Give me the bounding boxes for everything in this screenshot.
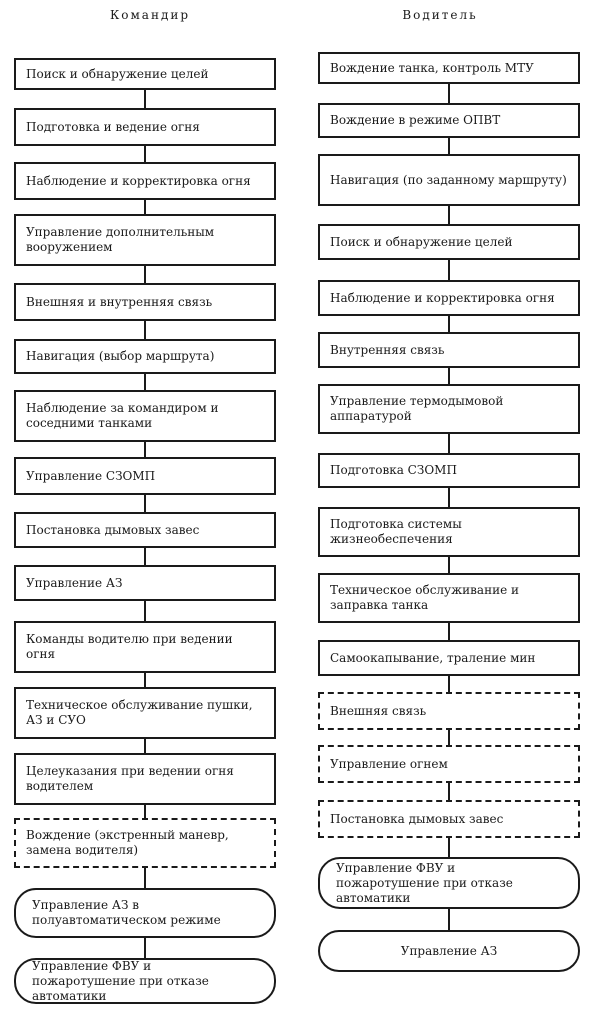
commander-task-label: Управление ФВУ и пожаротушение при отказе автоматики: [32, 958, 209, 1003]
driver-task-box: [318, 154, 580, 206]
driver-column-title: Водитель: [402, 8, 478, 22]
commander-task-label: Внешняя и внутренняя связь: [26, 294, 213, 309]
driver-connector: [448, 838, 450, 857]
driver-task-label: Техническое обслуживание и заправка танка: [330, 583, 519, 612]
commander-connector: [144, 321, 146, 339]
driver-connector: [448, 434, 450, 453]
commander-task-label: Управление АЗ: [26, 575, 123, 590]
commander-task-label: Навигация (выбор маршрута): [26, 349, 215, 363]
driver-task-box: [318, 332, 580, 368]
commander-task-label: Наблюдение за командиром и соседними танками: [26, 401, 219, 430]
commander-connector: [144, 938, 146, 958]
commander-task-label: Поиск и обнаружение целей: [26, 66, 209, 81]
commander-task-label: Команды водителю при ведении огня: [26, 632, 233, 661]
driver-task-label: Самоокапывание, траление мин: [330, 650, 536, 665]
driver-connector: [448, 368, 450, 384]
driver-task-box: [318, 930, 580, 972]
commander-task-label: Управление СЗОМП: [26, 468, 156, 483]
driver-task-box: [318, 103, 580, 138]
driver-task-label: Поиск и обнаружение целей: [330, 234, 513, 249]
driver-task-box: [318, 384, 580, 434]
driver-connector: [448, 316, 450, 332]
commander-task-box: [14, 162, 276, 200]
commander-connector: [144, 673, 146, 687]
driver-connector: [448, 676, 450, 692]
commander-task-label: Постановка дымовых завес: [26, 522, 200, 537]
commander-task-box: [14, 457, 276, 495]
commander-task-box: [14, 818, 276, 868]
driver-task-box: [318, 745, 580, 783]
driver-task-box: [318, 52, 580, 84]
driver-task-box: [318, 224, 580, 260]
commander-connector: [144, 805, 146, 818]
commander-task-box: [14, 108, 276, 146]
commander-task-label: Управление АЗ в полуавтоматическом режиме: [32, 898, 221, 927]
commander-column-title: Командир: [109, 8, 191, 22]
commander-task-box: [14, 512, 276, 548]
driver-task-label: Внутренняя связь: [330, 342, 445, 357]
commander-task-box: [14, 283, 276, 321]
driver-connector: [448, 488, 450, 507]
commander-task-box: [14, 621, 276, 673]
commander-task-box: [14, 565, 276, 601]
commander-connector: [144, 374, 146, 390]
commander-connector: [144, 495, 146, 512]
commander-connector: [144, 90, 146, 108]
commander-connector: [144, 739, 146, 753]
commander-task-label: Вождение (экстренный маневр, замена водителя): [26, 828, 229, 857]
commander-connector: [144, 200, 146, 214]
driver-task-box: [318, 857, 580, 909]
driver-connector: [448, 730, 450, 745]
driver-task-label: Управление огнем: [330, 756, 448, 771]
driver-connector: [448, 909, 450, 930]
driver-connector: [448, 623, 450, 640]
driver-task-label: Управление термодымовой аппаратурой: [330, 394, 504, 423]
commander-connector: [144, 548, 146, 565]
commander-task-label: Подготовка и ведение огня: [26, 119, 200, 134]
commander-task-box: [14, 390, 276, 442]
driver-task-label: Внешняя связь: [330, 703, 427, 718]
commander-task-box: [14, 888, 276, 938]
commander-task-box: [14, 58, 276, 90]
commander-connector: [144, 868, 146, 888]
driver-connector: [448, 138, 450, 154]
commander-task-label: Управление дополнительным вооружением: [26, 225, 215, 254]
commander-task-label: Целеуказания при ведении огня водителем: [26, 764, 234, 793]
commander-task-box: [14, 687, 276, 739]
driver-connector: [448, 783, 450, 800]
driver-task-label: Навигация (по заданному маршруту): [330, 172, 567, 187]
driver-task-box: [318, 692, 580, 730]
driver-task-box: [318, 280, 580, 316]
commander-task-box: [14, 339, 276, 374]
driver-task-label: Наблюдение и корректировка огня: [330, 290, 555, 305]
driver-connector: [448, 206, 450, 224]
driver-task-label: Вождение в режиме ОПВТ: [330, 113, 501, 127]
driver-task-box: [318, 573, 580, 623]
commander-task-box: [14, 958, 276, 1004]
commander-task-box: [14, 214, 276, 266]
driver-connector: [448, 260, 450, 280]
driver-task-box: [318, 640, 580, 676]
driver-connector: [448, 84, 450, 103]
commander-task-box: [14, 753, 276, 805]
driver-task-label: Вождение танка, контроль МТУ: [330, 60, 534, 75]
commander-task-label: Наблюдение и корректировка огня: [26, 173, 251, 188]
driver-task-box: [318, 453, 580, 488]
commander-connector: [144, 266, 146, 283]
driver-task-label: Подготовка системы жизнеобеспечения: [330, 517, 462, 546]
commander-task-label: Техническое обслуживание пушки, АЗ и СУО: [26, 698, 253, 727]
driver-task-box: [318, 507, 580, 557]
commander-connector: [144, 442, 146, 457]
driver-task-label: Управление ФВУ и пожаротушение при отказе автоматики: [336, 860, 513, 905]
driver-task-label: Постановка дымовых завес: [330, 811, 504, 826]
driver-task-box: [318, 800, 580, 838]
commander-connector: [144, 601, 146, 621]
driver-task-label: Подготовка СЗОМП: [330, 463, 457, 477]
driver-task-label: Управление АЗ: [400, 943, 498, 958]
driver-connector: [448, 557, 450, 573]
commander-connector: [144, 146, 146, 162]
